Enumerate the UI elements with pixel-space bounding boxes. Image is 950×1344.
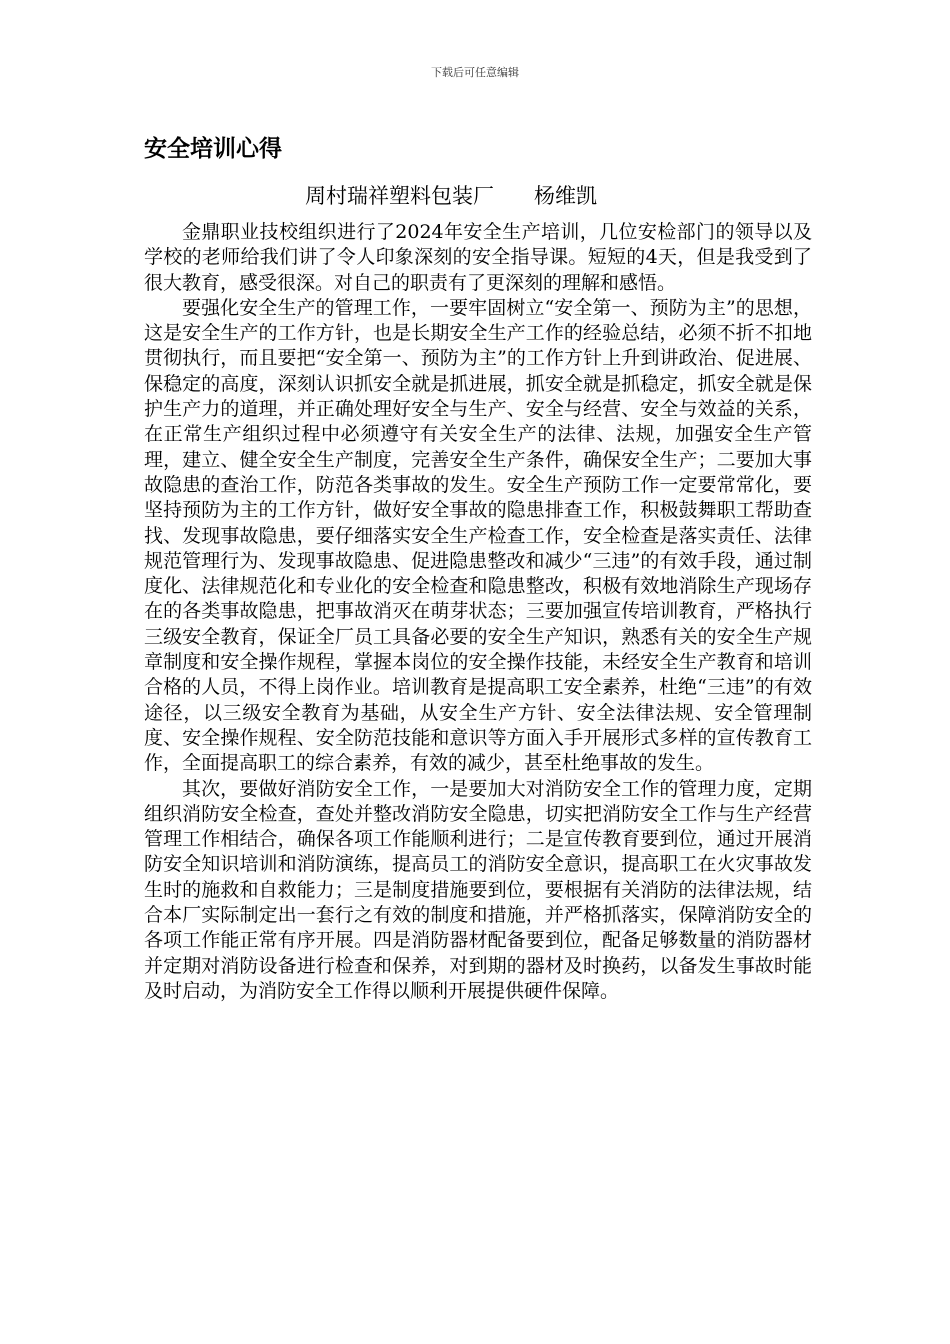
body-paragraph: 其次，要做好消防安全工作，一是要加大对消防安全工作的管理力度，定期组织消防安全检查，查处并整改消防安全隐患，切实把消防安全工作与生产经营管理工作相结合，确保各项工作能顺利进行；二是宣传教育要到位，通过开展消防安全知识培训和消防演练，提高员工的消防安全意识，提高职工在火灾事故发生时的施救和自救能力；三是制度措施要到位，要根据有关消防的法律法规，结合本厂实际制定出一套行之有效的制度和措施，并严格抓落实，保障消防安全的各项工作能正常有序开展。四是消防器材配备要到位，配备足够数量的消防器材并定期对消防设备进行检查和保养，对到期的器材及时换药，以备发生事故时能及时启动，为消防安全工作得以顺利开展提供硬件保障。 [144,777,812,1002]
document-title: 安全培训心得 [144,136,282,162]
page-header-note: 下载后可任意编辑 [431,66,519,79]
document-body [144,220,812,1004]
body-paragraph: 金鼎职业技校组织进行了2024年安全生产培训，几位安检部门的领导以及学校的老师给我们讲了令人印象深刻的安全指导课。短短的4天，但是我受到了很大教育，感受很深。对自己的职责有了更深刻的理解和感悟。 [144,221,812,294]
body-paragraph: 要强化安全生产的管理工作，一要牢固树立“安全第一、预防为主”的思想，这是安全生产的工作方针，也是长期安全生产工作的经验总结，必须不折不扣地贯彻执行，而且要把“安全第一、预防为主”的工作方针上升到讲政治、促进展、保稳定的高度，深刻认识抓安全就是抓进展，抓安全就是抓稳定，抓安全就是保护生产力的道理，并正确处理好安全与生产、安全与经营、安全与效益的关系，在正常生产组织过程中必须遵守有关安全生产的法律、法规，加强安全生产管理，建立、健全安全生产制度，完善安全生产条件，确保安全生产；二要加大事故隐患的查治工作，防范各类事故的发生。安全生产预防工作一定要常常化，要坚持预防为主的工作方针，做好安全事故的隐患排查工作，积极鼓舞职工帮助查找、发现事故隐患，要仔细落实安全生产检查工作，安全检查是落实责任、法律规范管理行为、发现事故隐患、促进隐患整改和减少“三违”的有效手段，通过制度化、法律规范化和专业化的安全检查和隐患整改，积极有效地消除生产现场存在的各类事故隐患，把事故消灭在萌芽状态；三要加强宣传培训教育，严格执行三级安全教育，保证全厂员工具备必要的安全生产知识，熟悉有关的安全生产规章制度和安全操作规程，掌握本岗位的安全操作技能，未经安全生产教育和培训合格的人员，不得上岗作业。培训教育是提高职工安全素养，杜绝“三违”的有效途径，以三级安全教育为基础，从安全生产方针、安全法律法规、安全管理制度、安全操作规程、安全防范技能和意识等方面入手开展形式多样的宣传教育工作，全面提高职工的综合素养，有效的减少，甚至杜绝事故的发生。 [144,296,812,775]
author-byline: 周村瑞祥塑料包装厂 杨维凯 [305,184,598,208]
